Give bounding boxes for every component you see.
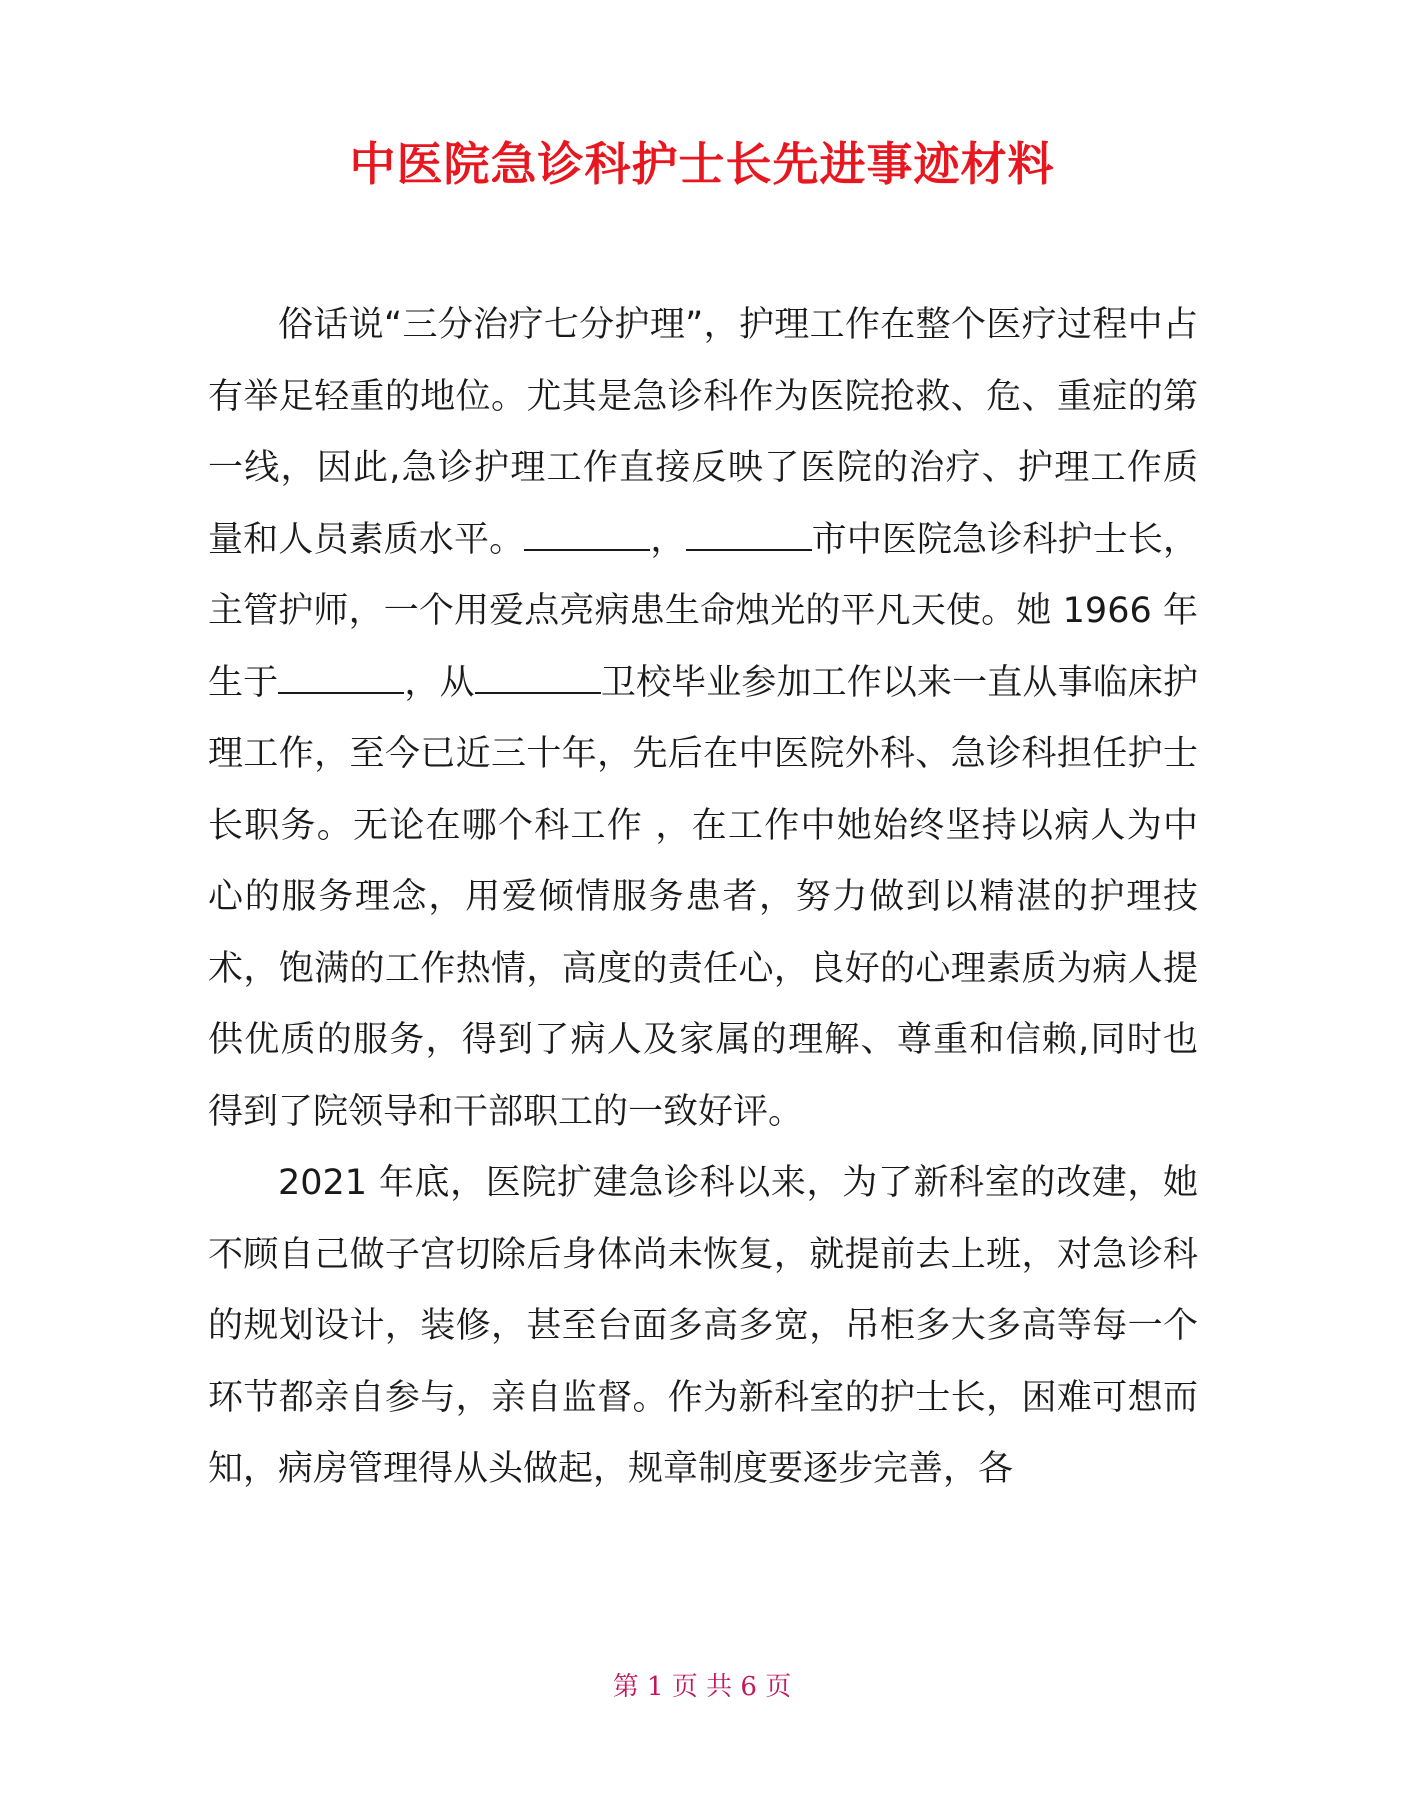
blank-field-4 [475,662,601,694]
paragraph-1 [208,290,1198,1148]
page-number-footer: 第 1 页 共 6 页 [612,1672,792,1702]
blank-field-1 [524,519,650,551]
paragraph-1-text-d: ，从 [404,662,475,703]
paragraph-1-text-c: 市中医院急诊科护士长，主管护师，一个用爱点亮病患生命烛光的平凡天使。她 1966 年生于 [208,519,1198,703]
blank-field-2 [686,519,812,551]
document-title: 中医院急诊科护士长先进事迹材料 [349,137,1055,191]
blank-field-3 [278,662,404,694]
paragraph-1-text-b: ， [650,519,686,560]
paragraph-1-text-e: 卫校毕业参加工作以来一直从事临床护理工作，至今已近三十年，先后在中医院外科、急诊科担任护士长职务。无论在哪个科工作 ，在工作中她始终坚持以病人为中心的服务理念，用爱倾情服务患者，努力做到以精湛的护理技术，饱满的工作热情，高度的责任心，良好的心理素质为病人提供优质的服务，得到了病人及家属的理解、尊重和信赖,同时也得到了院领导和干部职工的一致好评。 [208,662,1198,1132]
paragraph-1-text-a: 俗话说“三分治疗七分护理”，护理工作在整个医疗过程中占有举足轻重的地位。尤其是急诊科作为医院抢救、危、重症的第一线，因此,急诊护理工作直接反映了医院的治疗、护理工作质量和人员素质水平。 [208,305,1198,560]
document-body [208,290,1198,1506]
paragraph-2: 2021 年底，医院扩建急诊科以来，为了新科室的改建，她不顾自己做子宫切除后身体尚未恢复，就提前去上班，对急诊科的规划设计，装修，甚至台面多高多宽，吊柜多大多高等每一个环节都亲自参与，亲自监督。作为新科室的护士长，困难可想而知，病房管理得从头做起，规章制度要逐步完善，各 [208,1163,1198,1489]
